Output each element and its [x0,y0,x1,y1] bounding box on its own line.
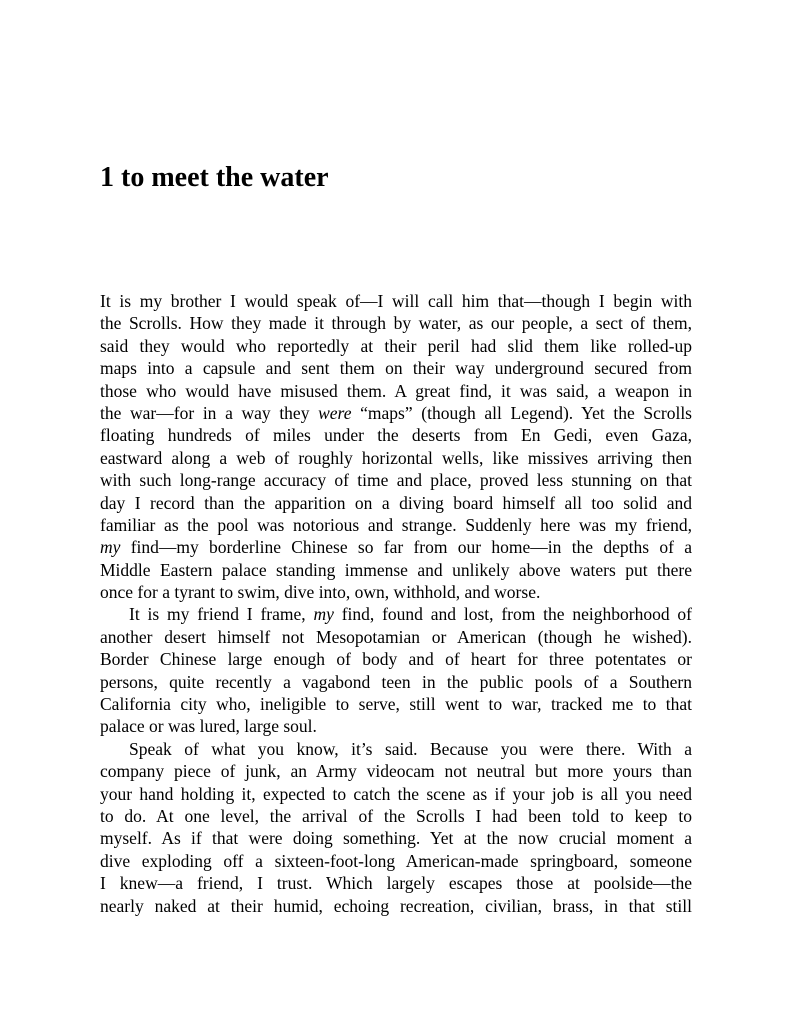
text-segment: eastward along a web of roughly horizontal wells, like missives arriving then [100,447,692,468]
italic-text: were [318,402,352,423]
text-segment: those who would have misused them. A great find, it was said, a weapon in [100,380,692,401]
text-segment: once for a tyrant to swim, dive into, own, withhold, and worse. [100,582,541,603]
text-line [100,648,692,670]
text-line [100,357,692,379]
text-line [100,312,692,334]
text-segment: day I record than the apparition on a diving board himself all too solid and [100,492,692,513]
text-segment: Border Chinese large enough of body and of heart for three potentates or [100,649,692,670]
text-line [100,805,692,827]
text-line [100,424,692,446]
text-line [100,335,692,357]
text-segment: company piece of junk, an Army videocam not neutral but more yours than [100,761,692,782]
text-line [100,402,692,424]
text-line [100,827,692,849]
text-segment: to do. At one level, the arrival of the Scrolls I had been told to keep to [100,805,692,826]
text-line [100,850,692,872]
text-segment: palace or was lured, large soul. [100,716,317,737]
text-line [100,872,692,894]
text-segment: It is my friend I frame, [129,604,314,625]
text-line [100,895,692,917]
text-line [100,492,692,514]
text-segment: “maps” (though all Legend). Yet the Scrolls [351,402,692,423]
text-segment: Speak of what you know, it’s said. Because you were there. With a [129,738,692,759]
text-line [100,715,692,737]
text-segment: dive exploding off a sixteen-foot-long American-made springboard, someone [100,850,692,871]
chapter-title: 1 to meet the water [100,162,329,193]
text-segment: myself. As if that were doing something. Yet at the now crucial moment a [100,828,692,849]
text-segment: California city who, ineligible to serve, still went to war, tracked me to that [100,694,692,715]
text-segment: I knew—a friend, I trust. Which largely escapes those at poolside—the [100,873,692,894]
text-line [100,380,692,402]
text-line [100,738,692,760]
text-segment: Middle Eastern palace standing immense and unlikely above waters put there [100,559,692,580]
text-segment: with such long-range accuracy of time and place, proved less stunning on that [100,470,692,491]
text-line [100,290,692,312]
text-line [100,783,692,805]
text-segment: the Scrolls. How they made it through by water, as our people, a sect of them, [100,313,692,334]
text-segment: persons, quite recently a vagabond teen in the public pools of a Southern [100,671,692,692]
text-segment: familiar as the pool was notorious and strange. Suddenly here was my friend, [100,514,692,535]
text-line [100,760,692,782]
text-line [100,581,692,603]
text-line [100,626,692,648]
text-segment: another desert himself not Mesopotamian or American (though he wished). [100,626,692,647]
text-line [100,603,692,625]
italic-text: my [313,604,334,625]
text-line [100,671,692,693]
text-line [100,469,692,491]
text-segment: It is my brother I would speak of—I will call him that—though I begin with [100,291,692,311]
text-segment: find—my borderline Chinese so far from our home—in the depths of a [120,537,692,558]
text-segment: said they would who reportedly at their peril had slid them like rolled-up [100,335,692,356]
text-segment: nearly naked at their humid, echoing recreation, civilian, brass, in that still [100,895,692,916]
text-segment: your hand holding it, expected to catch the scene as if your job is all you need [100,783,692,804]
italic-text: my [100,537,121,558]
text-line [100,447,692,469]
text-segment: find, found and lost, from the neighborhood of [333,604,692,625]
text-line [100,559,692,581]
text-line [100,536,692,558]
text-segment: floating hundreds of miles under the deserts from En Gedi, even Gaza, [100,425,692,446]
text-line [100,693,692,715]
body-text [100,290,692,917]
text-line [100,514,692,536]
text-segment: maps into a capsule and sent them on their way underground secured from [100,358,692,379]
text-segment: the war—for in a way they [100,402,319,423]
